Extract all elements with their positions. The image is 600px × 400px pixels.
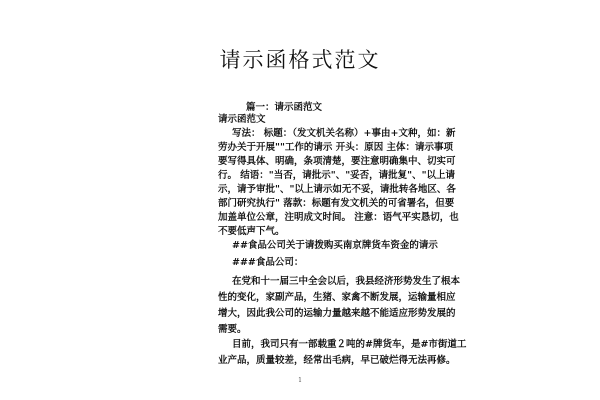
paragraph-line: 增大，因此我公司的运输力量越来越不能适应形势发展的	[218, 308, 456, 319]
letter-salutation: ###食品公司：	[232, 257, 304, 268]
paragraph-line: 写法： 标题：（发文机关名称）+事由+文种，如：新	[232, 128, 456, 139]
paragraph-line: 要写得具体、明确，条项清楚，要注意明确集中、切实可	[218, 156, 456, 167]
paragraph-line: 目前，我司只有一部载重２吨的#牌货车，是#市街道工	[232, 339, 467, 350]
section-heading: 请示函范文	[218, 114, 266, 125]
paragraph-line: 部门研究执行" 落款：标题有发文机关的可省署名，但要	[218, 198, 455, 209]
paragraph-line: 示，请予审批"、"以上请示如无不妥，请批转各地区、各	[218, 184, 456, 195]
paragraph-line: 不要低声下气。	[218, 226, 285, 237]
paragraph-line: 需要。	[218, 324, 247, 335]
letter-heading: ##食品公司关于请拨购买南京牌货车资金的请示	[232, 240, 438, 251]
document-title: 请示函格式范文	[219, 48, 381, 72]
paragraph-line: 在党和十一届三中全会以后，我县经济形势发生了根本	[232, 276, 461, 287]
paragraph-line: 行。 结语："当否，请批示"、"妥否，请批复"、"以上请	[218, 170, 456, 181]
paragraph-line: 加盖单位公章，注明成文时间。 注意：语气平实恳切，也	[218, 212, 459, 223]
paragraph-line: 劳办关于开展""工作的请示 开头：原因 主体：请示事项	[218, 142, 454, 153]
paragraph-line: 性的变化，家副产品，生猪、家禽不断发展，运输量相应	[218, 292, 456, 303]
paragraph-line: 业产品，质量较差，经常出毛病，早已破烂得无法再修。	[218, 355, 456, 366]
page-number: 1	[298, 377, 302, 384]
chapter-heading: 篇一：请示函范文	[246, 102, 323, 113]
